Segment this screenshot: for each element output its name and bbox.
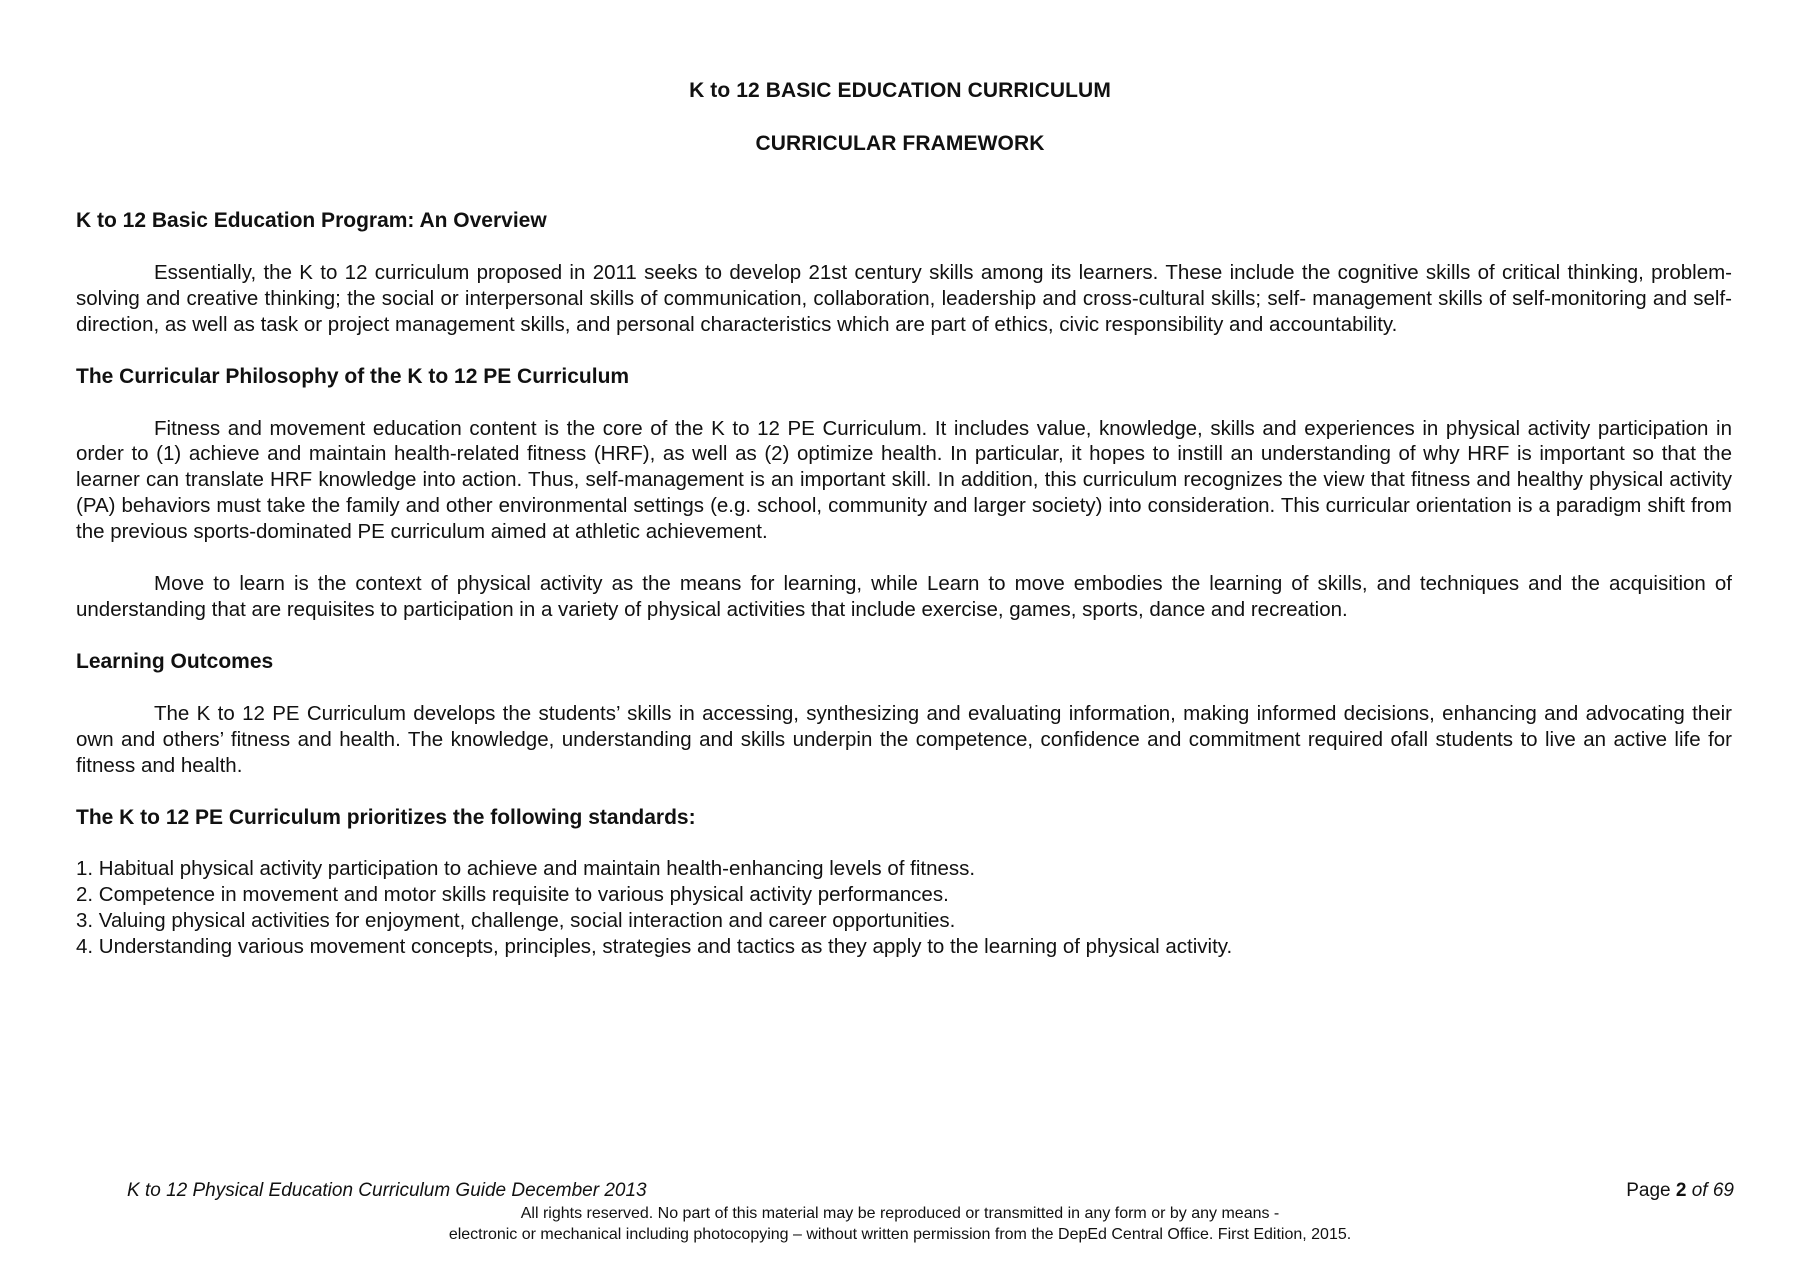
page-label: Page [1626, 1180, 1671, 1201]
standards-list-item: 4. Understanding various movement concepts, principles, strategies and tactics as they apply to the learning of physical activity. [76, 935, 1233, 959]
outcomes-heading: Learning Outcomes [76, 649, 274, 673]
standards-list [76, 856, 1732, 960]
page-total: of 69 [1691, 1180, 1734, 1201]
footer-rights-line-1: All rights reserved. No part of this material may be reproduced or transmitted in any form or by any means - [520, 1205, 1280, 1222]
page-number: 2 [1675, 1180, 1687, 1201]
standards-list-item: 1. Habitual physical activity participation to achieve and maintain health-enhancing levels of fitness. [76, 857, 976, 881]
document-body [76, 208, 1732, 960]
document-title: K to 12 BASIC EDUCATION CURRICULUM [689, 79, 1111, 102]
document-subtitle: CURRICULAR FRAMEWORK [755, 132, 1045, 155]
footer-guide-title: K to 12 Physical Education Curriculum Guide December 2013 [127, 1180, 647, 1201]
philosophy-paragraph-1: Fitness and movement education content is the core of the K to 12 PE Curriculum. It includes value, knowledge, skills and experiences in physical activity participation in order to (1) achieve and maintain health-related fitness (HRF), as well as (2) optimize health. In particular, it hopes to instill an understanding of why HRF is important so that the learner can translate HRF knowledge into action. Thus, self-management is an important skill. In addition, this curriculum recognizes the view that fitness and healthy physical activity (PA) behaviors must take the family and other environmental settings (e.g. school, community and larger society) into consideration. This curricular orientation is a paradigm shift from the previous sports-dominated PE curriculum aimed at athletic achievement. [76, 416, 1732, 544]
overview-heading: K to 12 Basic Education Program: An Overview [76, 209, 547, 232]
standards-list-item: 2. Competence in movement and motor skills requisite to various physical activity performances. [76, 883, 949, 907]
footer-page-indicator [1626, 1180, 1734, 1202]
outcomes-paragraph: The K to 12 PE Curriculum develops the students’ skills in accessing, synthesizing and evaluating information, making informed decisions, enhancing and advocating their own and others’ fitness and health. The knowledge, understanding and skills underpin the competence, confidence and commitment required ofall students to live an active life for fitness and health. [76, 701, 1732, 777]
overview-paragraph: Essentially, the K to 12 curriculum proposed in 2011 seeks to develop 21st century skills among its learners. These include the cognitive skills of critical thinking, problem-solving and creative thinking; the social or interpersonal skills of communication, collaboration, leadership and cross-cultural skills; self- management skills of self-monitoring and self-direction, as well as task or project management skills, and personal characteristics which are part of ethics, civic responsibility and accountability. [76, 260, 1732, 336]
philosophy-heading: The Curricular Philosophy of the K to 12 PE Curriculum [76, 364, 630, 388]
footer-rights-line-2: electronic or mechanical including photocopying – without written permission from the DepEd Central Office. First Edition, 2015. [448, 1226, 1352, 1243]
standards-list-item: 3. Valuing physical activities for enjoyment, challenge, social interaction and career opportunities. [76, 909, 956, 933]
standards-heading: The K to 12 PE Curriculum prioritizes the following standards: [76, 805, 696, 829]
philosophy-paragraph-2: Move to learn is the context of physical activity as the means for learning, while Learn to move embodies the learning of skills, and techniques and the acquisition of understanding that are requisites to participation in a variety of physical activities that include exercise, games, sports, dance and recreation. [76, 572, 1732, 621]
